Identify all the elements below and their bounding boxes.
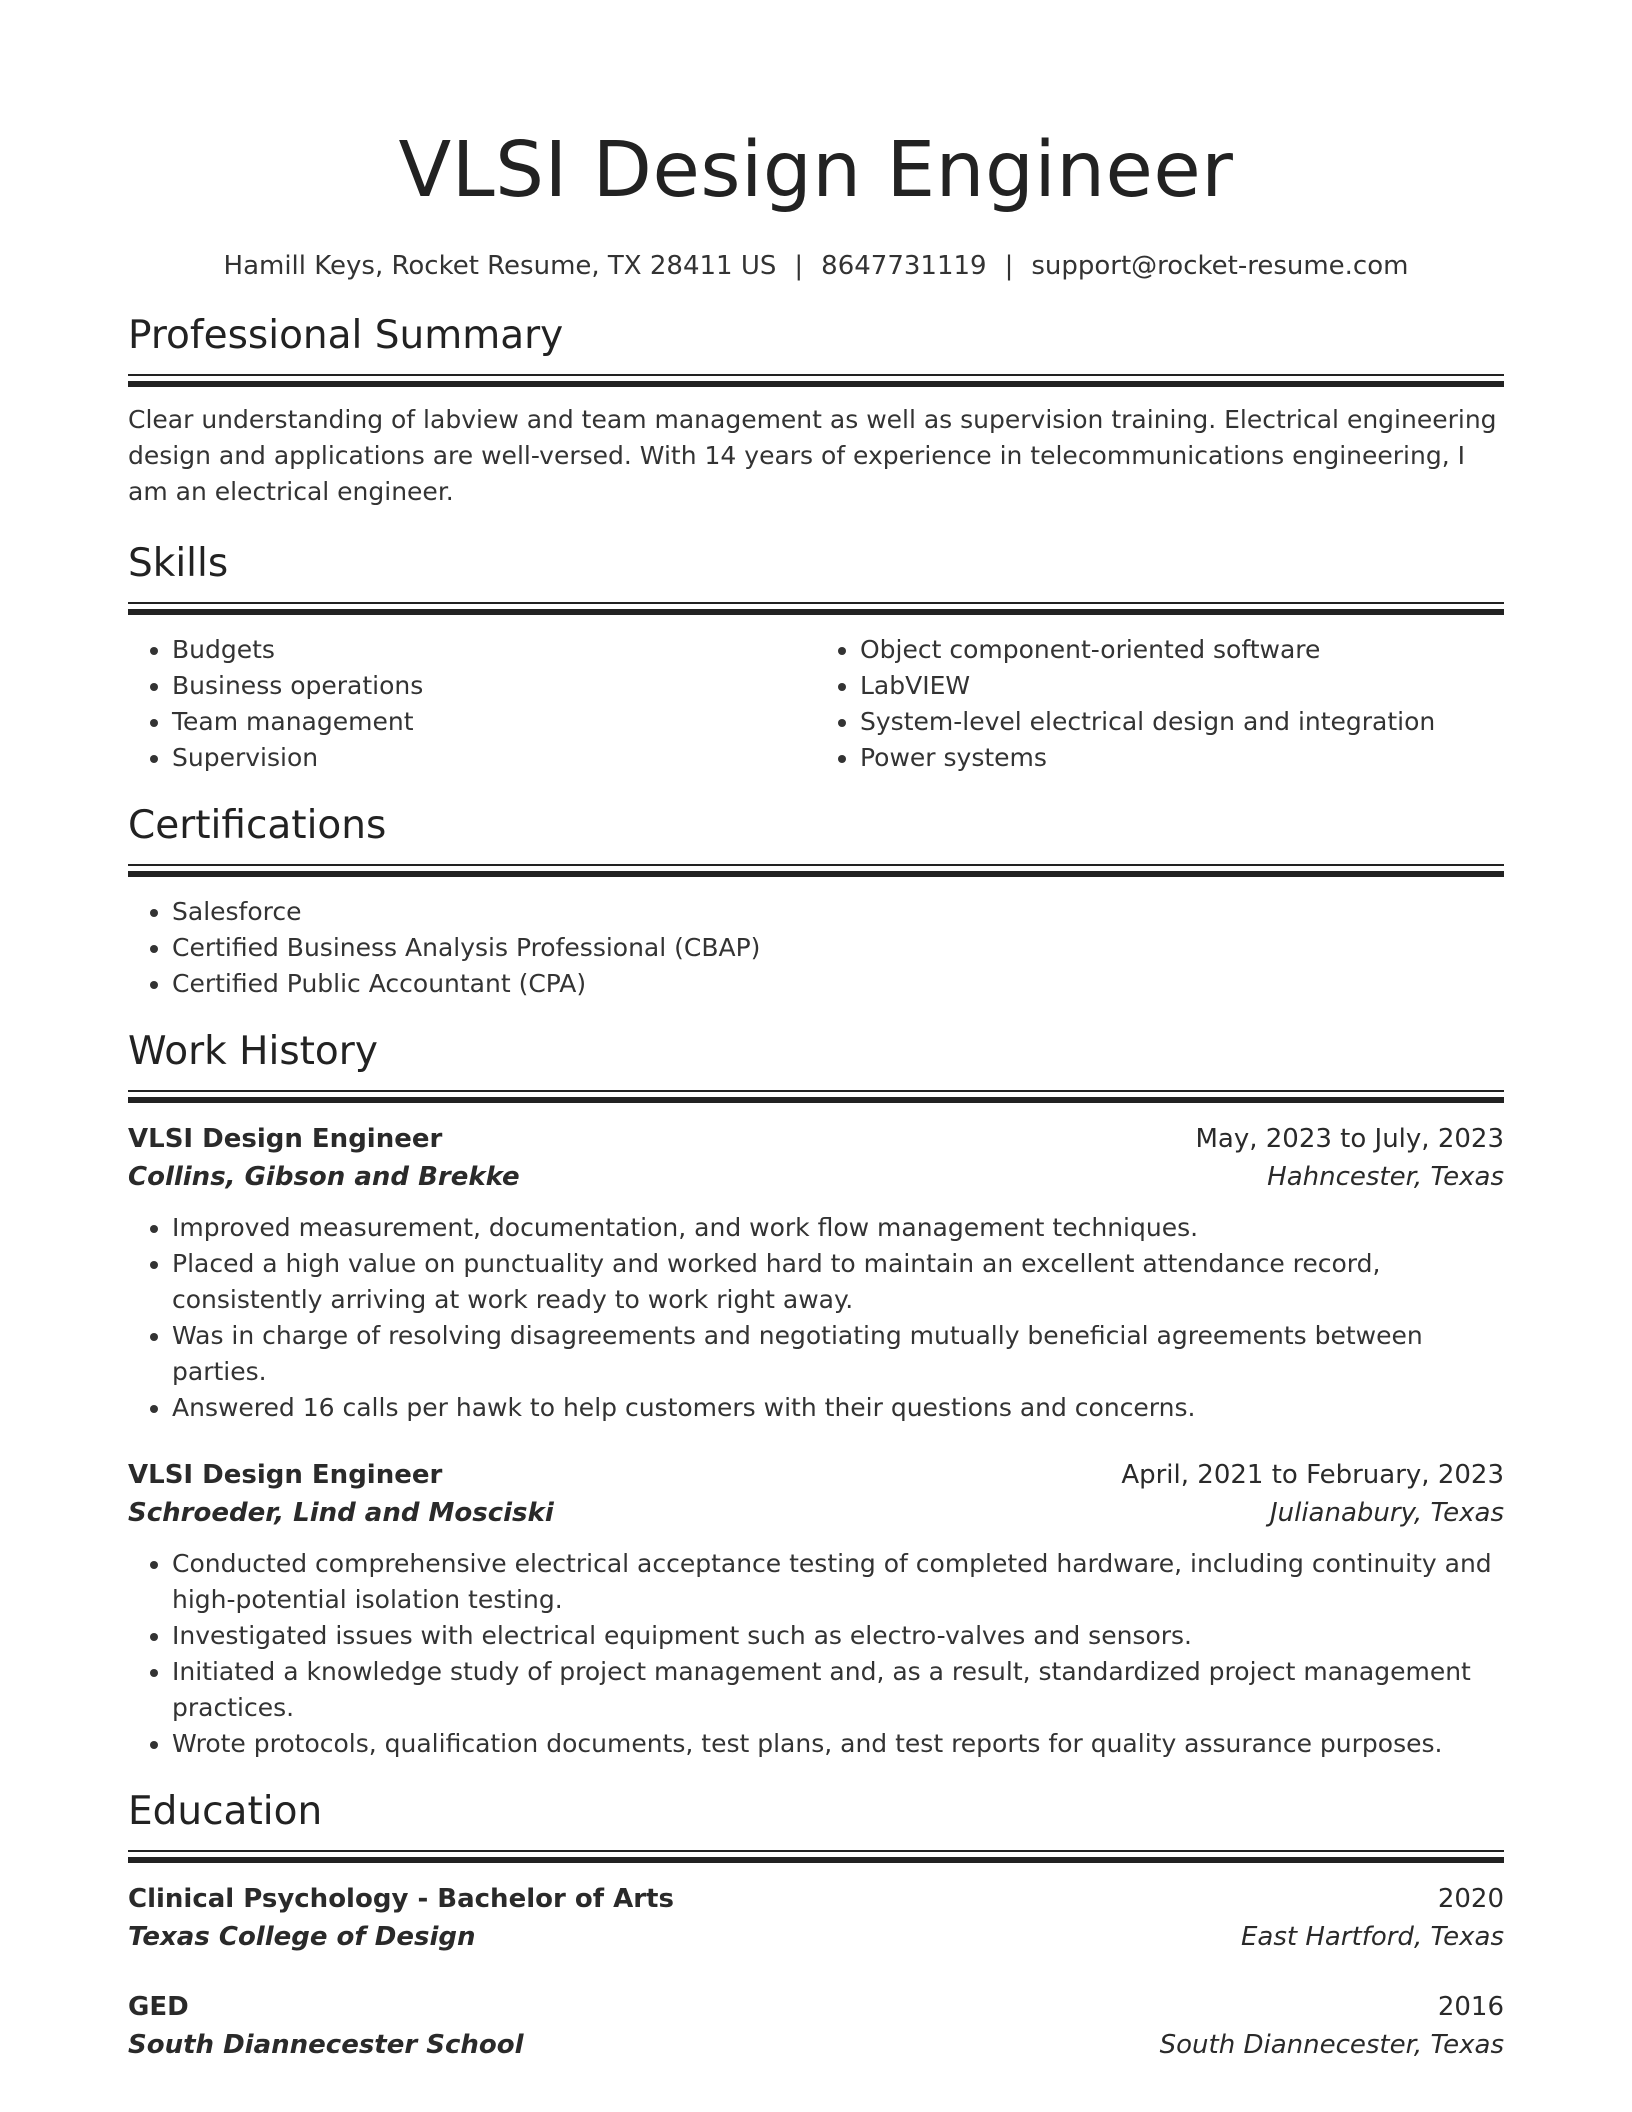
job-company: Collins, Gibson and Brekke: [128, 1162, 520, 1192]
summary-text: Clear understanding of labview and team management as well as supervision training. Electrical engineering design and applications are well-versed. With 14 years of experience in telecommunications engineering, I am an electrical engineer.: [128, 405, 1497, 506]
education-section: [128, 1786, 1504, 2064]
summary-section: [128, 310, 1504, 510]
job-bullet: • Placed a high value on punctuality and worked hard to maintain an excellent attendance record, consistently arriving at work ready to work right away.: [172, 1246, 1504, 1318]
section-heading-education: Education: [128, 1789, 323, 1834]
job-dates: April, 2021 to February, 2023: [1121, 1460, 1504, 1490]
section-heading-work: Work History: [128, 1029, 378, 1074]
education-school: South Diannecester School: [128, 2030, 524, 2060]
education-degree: Clinical Psychology - Bachelor of Arts: [128, 1884, 674, 1914]
certifications-list: [128, 894, 1504, 1002]
job-bullet: • Improved measurement, documentation, and work flow management techniques.: [172, 1210, 1504, 1246]
education-location: South Diannecester, Texas: [1159, 2030, 1504, 2060]
section-divider: [128, 1090, 1504, 1108]
contact-line: [128, 248, 1504, 284]
skill-item: • LabVIEW: [860, 668, 1504, 704]
contact-email: support@rocket-resume.com: [1031, 251, 1409, 281]
job-bullets: [128, 1210, 1504, 1426]
certifications-section: [128, 800, 1504, 1002]
education-entry: [128, 1880, 1504, 1956]
section-divider: [128, 374, 1504, 392]
section-divider: [128, 1850, 1504, 1868]
work-section: [128, 1026, 1504, 1762]
skill-item: • Budgets: [172, 632, 816, 668]
education-year: 2020: [1437, 1884, 1504, 1914]
skill-item: • Business operations: [172, 668, 816, 704]
education-year: 2016: [1437, 1992, 1504, 2022]
contact-address: Hamill Keys, Rocket Resume, TX 28411 US: [223, 251, 777, 281]
education-subheader: [128, 2026, 1504, 2064]
skill-item: • Object component-oriented software: [860, 632, 1504, 668]
education-entry: [128, 1988, 1504, 2064]
job-title: VLSI Design Engineer: [128, 1460, 443, 1490]
job-entry: [128, 1120, 1504, 1426]
job-entry: [128, 1456, 1504, 1762]
skills-grid: [128, 632, 1504, 776]
job-bullet: • Conducted comprehensive electrical acceptance testing of completed hardware, including continuity and high-potential isolation testing.: [172, 1546, 1504, 1618]
skill-item: • Power systems: [860, 740, 1504, 776]
education-header: [128, 1880, 1504, 1918]
certification-item: • Certified Public Accountant (CPA): [172, 966, 1504, 1002]
skill-item: • Team management: [172, 704, 816, 740]
job-bullets: [128, 1546, 1504, 1762]
job-location: Julianabury, Texas: [1269, 1498, 1504, 1528]
education-school: Texas College of Design: [128, 1922, 476, 1952]
resume-title: VLSI Design Engineer: [398, 126, 1234, 215]
section-divider: [128, 864, 1504, 882]
section-divider: [128, 602, 1504, 620]
job-bullet: • Wrote protocols, qualification documents, test plans, and test reports for quality assurance purposes.: [172, 1726, 1504, 1762]
job-company: Schroeder, Lind and Mosciski: [128, 1498, 554, 1528]
contact-phone: 8647731119: [821, 251, 987, 281]
education-degree: GED: [128, 1992, 189, 2022]
education-subheader: [128, 1918, 1504, 1956]
job-title: VLSI Design Engineer: [128, 1124, 443, 1154]
certification-item: • Certified Business Analysis Professional (CBAP): [172, 930, 1504, 966]
skills-list-right: [816, 632, 1504, 776]
job-bullet: • Was in charge of resolving disagreements and negotiating mutually beneficial agreements between parties.: [172, 1318, 1504, 1390]
job-dates: May, 2023 to July, 2023: [1195, 1124, 1504, 1154]
certification-item: • Salesforce: [172, 894, 1504, 930]
education-location: East Hartford, Texas: [1240, 1922, 1504, 1952]
job-bullet: • Investigated issues with electrical equipment such as electro-valves and sensors.: [172, 1618, 1504, 1654]
job-header: [128, 1120, 1504, 1158]
section-heading-skills: Skills: [128, 541, 229, 586]
job-header: [128, 1456, 1504, 1494]
skill-item: • Supervision: [172, 740, 816, 776]
contact-separator: |: [1004, 251, 1014, 281]
job-subheader: [128, 1158, 1504, 1196]
skill-item: • System-level electrical design and integration: [860, 704, 1504, 740]
skills-section: [128, 538, 1504, 776]
skills-list-left: [128, 632, 816, 776]
section-heading-certifications: Certifications: [128, 803, 387, 848]
job-bullet: • Answered 16 calls per hawk to help customers with their questions and concerns.: [172, 1390, 1504, 1426]
education-header: [128, 1988, 1504, 2026]
job-bullet: • Initiated a knowledge study of project management and, as a result, standardized project management practices.: [172, 1654, 1504, 1726]
job-subheader: [128, 1494, 1504, 1532]
contact-separator: |: [794, 251, 804, 281]
section-heading-summary: Professional Summary: [128, 313, 564, 358]
job-location: Hahncester, Texas: [1267, 1162, 1504, 1192]
